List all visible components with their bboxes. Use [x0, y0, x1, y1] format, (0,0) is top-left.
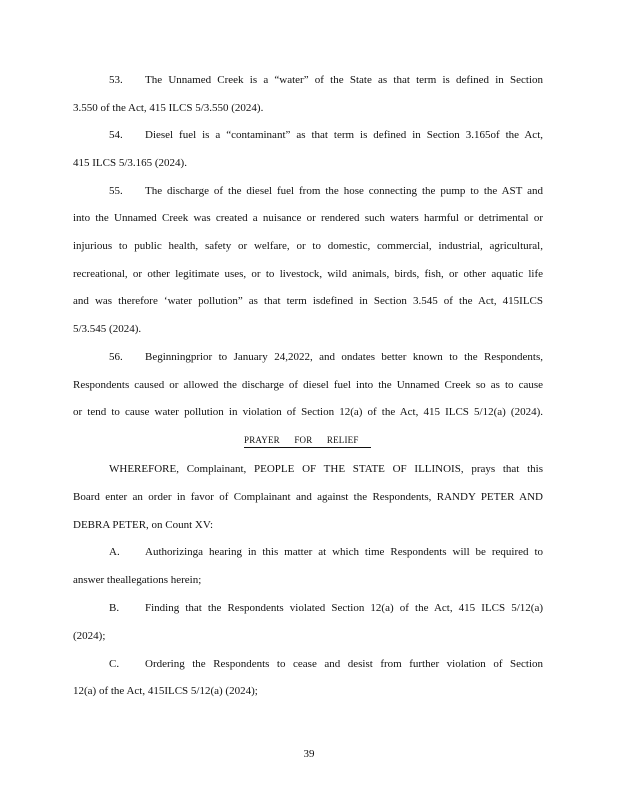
paragraph-56-line-3: or tend to cause water pollution in violation of Section 12(a) of the Act, 415 ILCS 5/12(a) (2024).: [73, 406, 543, 418]
relief-letter: A.: [109, 546, 120, 558]
paragraph-54-line-2: 415 ILCS 5/3.165 (2024).: [73, 157, 187, 169]
relief-letter: C.: [109, 658, 120, 670]
paragraph-number: 55.: [109, 185, 123, 197]
paragraph-56-line-1: 56. Beginningprior to January 24,2022, and ondates better known to the Respondents,: [109, 351, 543, 363]
paragraph-number: 56.: [109, 351, 123, 363]
paragraph-53-line-2: 3.550 of the Act, 415 ILCS 5/3.550 (2024).: [73, 102, 264, 114]
relief-item-c-line-2: 12(a) of the Act, 415ILCS 5/12(a) (2024);: [73, 685, 258, 697]
paragraph-55-line-6: 5/3.545 (2024).: [73, 323, 142, 335]
paragraph-55-line-5: and was therefore ‘water pollution” as that term isdefined in Section 3.545 of the Act, 415ILCS: [73, 295, 543, 307]
paragraph-56-line-2: Respondents caused or allowed the discharge of diesel fuel into the Unnamed Creek so as to cause: [73, 379, 543, 391]
paragraph-55-line-3: injurious to public health, safety or welfare, or to domestic, commercial, industrial, agricultural,: [73, 240, 543, 252]
relief-letter: B.: [109, 602, 120, 614]
relief-item-c-line-1: C. Ordering the Respondents to cease and desist from further violation of Section: [109, 658, 543, 670]
page-number: 39: [303, 748, 315, 760]
wherefore-line-1: WHEREFORE, Complainant, PEOPLE OF THE STATE OF ILLINOIS, prays that this: [109, 463, 543, 475]
wherefore-line-2: Board enter an order in favor of Complainant and against the Respondents, RANDY PETER AND: [73, 491, 543, 503]
relief-item-a-line-2: answer theallegations herein;: [73, 574, 202, 586]
paragraph-54-line-1: 54. Diesel fuel is a “contaminant” as that term is defined in Section 3.165of the Act,: [109, 129, 543, 141]
paragraph-55-line-1: 55. The discharge of the diesel fuel from the hose connecting the pump to the AST and: [109, 185, 543, 197]
relief-item-b-line-1: B. Finding that the Respondents violated Section 12(a) of the Act, 415 ILCS 5/12(a): [109, 602, 543, 614]
paragraph-53-line-1: 53. The Unnamed Creek is a “water” of the State as that term is defined in Section: [109, 74, 543, 86]
relief-item-b-line-2: (2024);: [73, 630, 106, 642]
paragraph-55-line-4: recreational, or other legitimate uses, or to livestock, wild animals, birds, fish, or other aquatic life: [73, 268, 543, 280]
relief-item-a-line-1: A. Authorizinga hearing in this matter at which time Respondents will be required to: [109, 546, 543, 558]
wherefore-line-3: DEBRA PETER, on Count XV:: [73, 519, 214, 531]
paragraph-55-line-2: into the Unnamed Creek was created a nuisance or rendered such waters harmful or detrimental or: [73, 212, 543, 224]
paragraph-number: 53.: [109, 74, 123, 86]
prayer-for-relief-heading: PRAYER FOR RELIEF: [244, 434, 371, 448]
paragraph-number: 54.: [109, 129, 123, 141]
